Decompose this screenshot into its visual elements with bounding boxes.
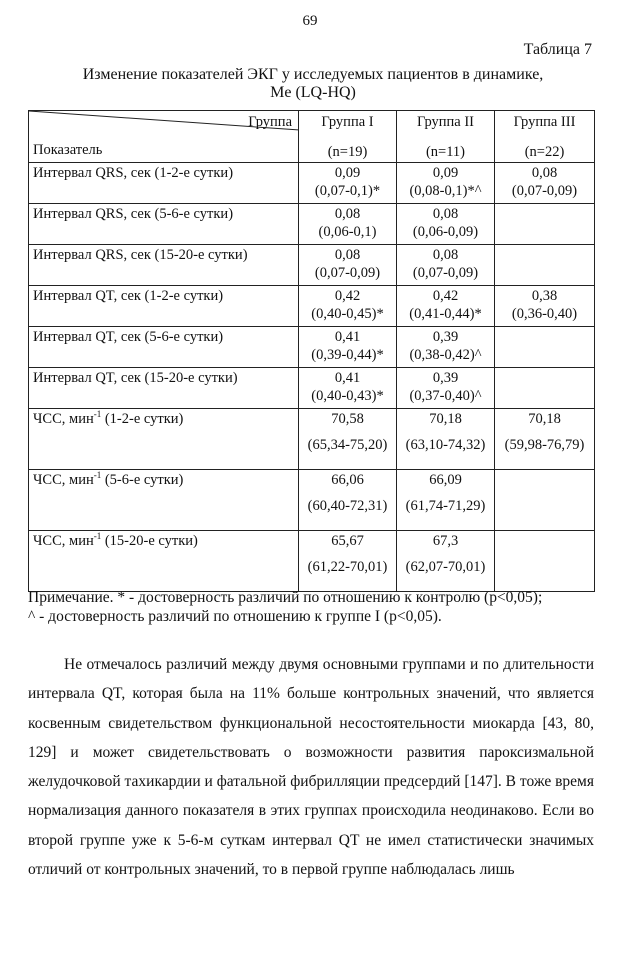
- row-label-suffix: (1-2-е сутки): [101, 411, 184, 427]
- table-header-row: [29, 111, 595, 163]
- range-value: (0,39-0,44)*: [311, 347, 384, 363]
- value-cell: [397, 245, 495, 286]
- table-caption: [28, 66, 598, 102]
- body-text: [28, 650, 594, 884]
- table-row: [29, 470, 595, 531]
- row-label: Интервал QRS, сек (1-2-е сутки): [29, 163, 299, 204]
- range-value: (63,10-74,32): [405, 437, 486, 453]
- group-name: Группа II: [416, 114, 475, 130]
- range-value: (59,98-76,79): [504, 437, 585, 453]
- table-row: [29, 409, 595, 470]
- range-value: (0,07-0,09): [511, 183, 578, 199]
- range-value: (0,08-0,1)*^: [409, 183, 482, 199]
- value-cell: [495, 163, 595, 204]
- value-cell: [299, 327, 397, 368]
- row-label-suffix: (5-6-е сутки): [101, 472, 184, 488]
- value-cell: [397, 531, 495, 592]
- range-value: (0,07-0,09): [412, 265, 479, 281]
- value-cell: [299, 204, 397, 245]
- value-cell: [299, 245, 397, 286]
- range-value: (0,07-0,09): [314, 265, 381, 281]
- row-label: Интервал QT, сек (15-20-е сутки): [29, 368, 299, 409]
- median-value: 66,06: [331, 472, 364, 488]
- median-value: 0,08: [531, 165, 558, 181]
- value-cell: [299, 409, 397, 470]
- range-value: (0,06-0,09): [412, 224, 479, 240]
- header-group-2: [397, 111, 495, 163]
- table-row: [29, 327, 595, 368]
- note-line-2: ^ - достоверность различий по отношению к группе I (p<0,05).: [28, 608, 442, 625]
- median-value: 0,39: [432, 370, 459, 386]
- range-value: (61,22-70,01): [307, 559, 388, 575]
- value-cell: [495, 327, 595, 368]
- row-label-superscript: -1: [93, 531, 102, 542]
- caption-line-1: Изменение показателей ЭКГ у исследуемых пациентов в динамике,: [82, 66, 544, 83]
- row-label: Интервал QRS, сек (5-6-е сутки): [29, 204, 299, 245]
- row-label-prefix: ЧСС, мин: [33, 411, 94, 427]
- table-row: [29, 368, 595, 409]
- ecg-table: [28, 110, 595, 592]
- median-value: 70,58: [331, 411, 364, 427]
- median-value: 0,41: [334, 370, 361, 386]
- median-value: 0,38: [531, 288, 558, 304]
- row-label: [29, 470, 299, 531]
- median-value: 0,08: [432, 206, 459, 222]
- header-corner-cell: [29, 111, 299, 163]
- row-label: [29, 531, 299, 592]
- median-value: 65,67: [331, 533, 364, 549]
- median-value: 0,41: [334, 329, 361, 345]
- group-n: (n=19): [327, 144, 368, 160]
- table-label: Таблица 7: [523, 41, 592, 58]
- median-value: 70,18: [528, 411, 561, 427]
- header-group-3: [495, 111, 595, 163]
- row-label: [29, 409, 299, 470]
- note-line-1: Примечание. * - достоверность различий по отношению к контролю (p<0,05);: [28, 589, 543, 606]
- range-value: (65,34-75,20): [307, 437, 388, 453]
- row-label-superscript: -1: [93, 470, 102, 481]
- range-value: (0,07-0,1)*: [314, 183, 381, 199]
- median-value: 0,09: [334, 165, 361, 181]
- caption-line-2: Me (LQ-HQ): [270, 84, 356, 101]
- value-cell: [397, 286, 495, 327]
- group-name: Группа III: [513, 114, 576, 130]
- table-row: [29, 245, 595, 286]
- value-cell: [495, 470, 595, 531]
- range-value: (0,40-0,45)*: [311, 306, 384, 322]
- range-value: (60,40-72,31): [307, 498, 388, 514]
- median-value: 0,39: [432, 329, 459, 345]
- median-value: 0,08: [334, 247, 361, 263]
- table-row: [29, 163, 595, 204]
- range-value: (61,74-71,29): [405, 498, 486, 514]
- table-row: [29, 531, 595, 592]
- range-value: (0,38-0,42)^: [409, 347, 482, 363]
- median-value: 67,3: [432, 533, 459, 549]
- header-group-1: [299, 111, 397, 163]
- median-value: 70,18: [429, 411, 462, 427]
- value-cell: [397, 368, 495, 409]
- body-paragraph: Не отмечалось различий между двумя основными группами и по длительности интервала QT, которая была на 11% больше контрольных значений, что является косвенным свидетельством функциональной несостоятельности миокарда [43, 80, 129] и может свидетельствовать о возможности развития пароксизмальной желудочковой тахикардии и фатальной фибрилляции предсердий [147]. В тоже время нормализация данного показателя в этих группах происходила неодинаково. Если во второй группе уже к 5-6-м суткам интервал QT не имел статистически значимых отличий от контрольных значений, то в первой группе наблюдалась лишь: [28, 656, 594, 879]
- median-value: 0,09: [432, 165, 459, 181]
- value-cell: [495, 409, 595, 470]
- header-indicator-label: Показатель: [33, 142, 103, 158]
- value-cell: [299, 368, 397, 409]
- table-row: [29, 204, 595, 245]
- page-number: 69: [302, 13, 318, 29]
- row-label: Интервал QT, сек (1-2-е сутки): [29, 286, 299, 327]
- value-cell: [299, 470, 397, 531]
- row-label: Интервал QRS, сек (15-20-е сутки): [29, 245, 299, 286]
- range-value: (0,37-0,40)^: [409, 388, 482, 404]
- range-value: (62,07-70,01): [405, 559, 486, 575]
- value-cell: [495, 531, 595, 592]
- value-cell: [495, 286, 595, 327]
- median-value: 0,08: [334, 206, 361, 222]
- group-n: (n=22): [524, 144, 565, 160]
- median-value: 0,08: [432, 247, 459, 263]
- median-value: 66,09: [429, 472, 462, 488]
- row-label-suffix: (15-20-е сутки): [101, 533, 198, 549]
- header-group-label: Группа: [248, 114, 292, 130]
- table-note: [28, 588, 598, 626]
- range-value: (0,40-0,43)*: [311, 388, 384, 404]
- value-cell: [495, 368, 595, 409]
- value-cell: [299, 163, 397, 204]
- median-value: 0,42: [334, 288, 361, 304]
- value-cell: [299, 531, 397, 592]
- value-cell: [397, 204, 495, 245]
- median-value: 0,42: [432, 288, 459, 304]
- row-label-prefix: ЧСС, мин: [33, 533, 94, 549]
- row-label: Интервал QT, сек (5-6-е сутки): [29, 327, 299, 368]
- row-label-prefix: ЧСС, мин: [33, 472, 94, 488]
- value-cell: [397, 470, 495, 531]
- value-cell: [397, 409, 495, 470]
- row-label-superscript: -1: [93, 409, 102, 420]
- table-row: [29, 286, 595, 327]
- range-value: (0,41-0,44)*: [409, 306, 482, 322]
- value-cell: [397, 163, 495, 204]
- group-n: (n=11): [425, 144, 466, 160]
- value-cell: [495, 204, 595, 245]
- range-value: (0,06-0,1): [318, 224, 377, 240]
- group-name: Группа I: [321, 114, 374, 130]
- value-cell: [495, 245, 595, 286]
- value-cell: [397, 327, 495, 368]
- value-cell: [299, 286, 397, 327]
- range-value: (0,36-0,40): [511, 306, 578, 322]
